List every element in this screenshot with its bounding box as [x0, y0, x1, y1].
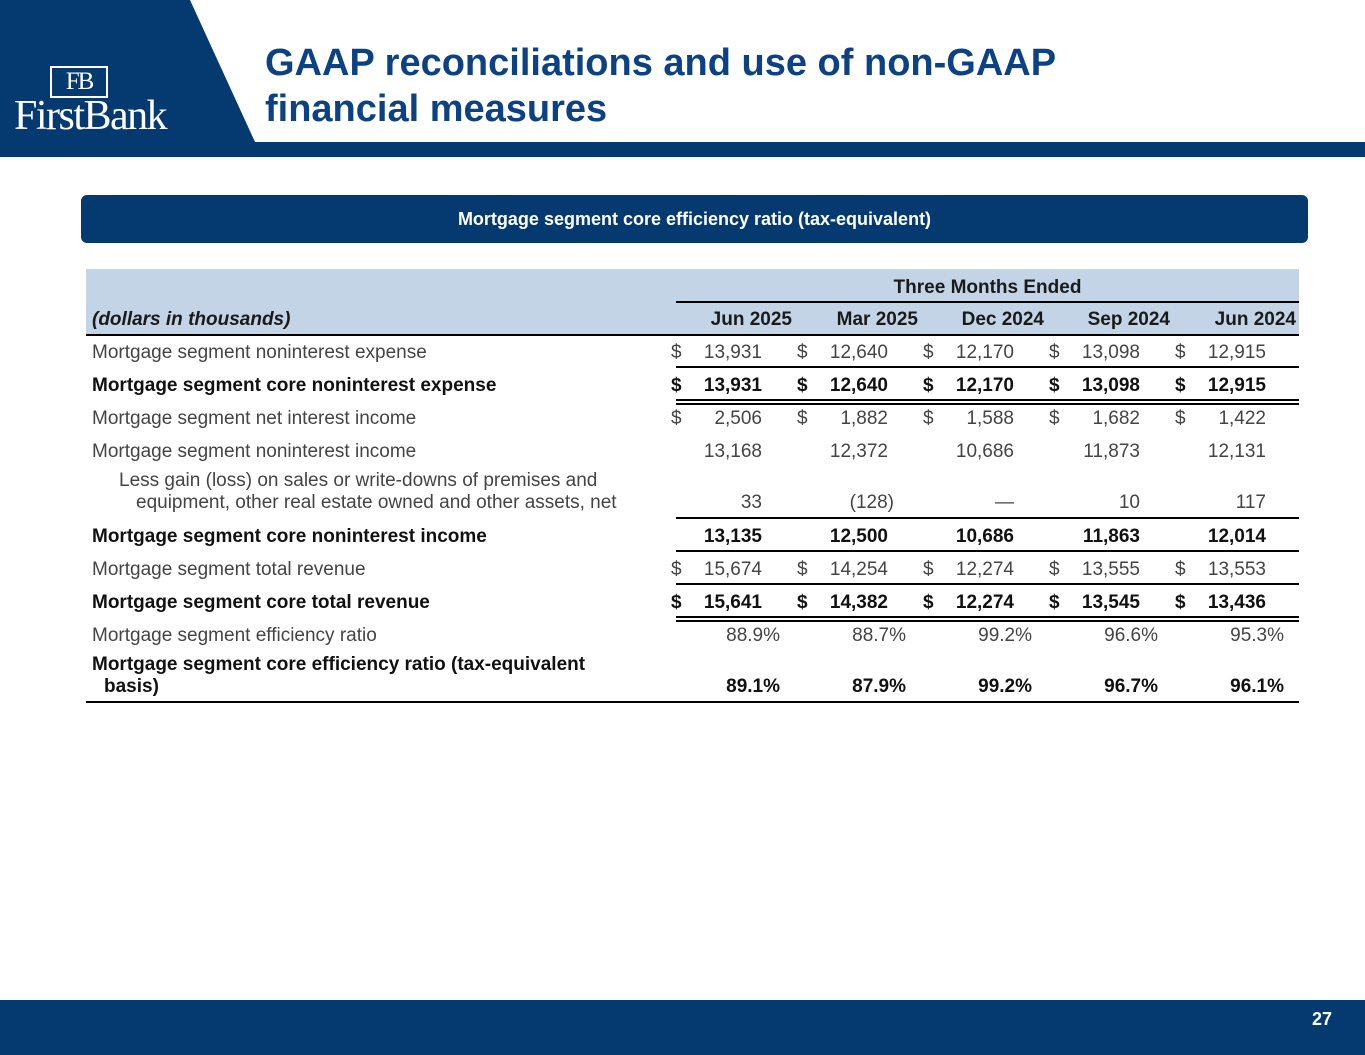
- table-row: [86, 368, 1299, 401]
- table-row: [86, 401, 1299, 434]
- row-label: Mortgage segment core noninterest expense: [92, 375, 497, 396]
- section-banner: Mortgage segment core efficiency ratio (tax-equivalent): [81, 195, 1308, 243]
- reconciliation-table: [86, 269, 1299, 703]
- cell-value: 12,274: [955, 559, 1014, 580]
- row-label: Mortgage segment core noninterest income: [92, 526, 487, 547]
- row-label-line: equipment, other real estate owned and other assets, net: [136, 492, 617, 513]
- currency-symbol: $: [671, 408, 682, 429]
- currency-symbol: $: [1175, 592, 1186, 613]
- currency-symbol: $: [797, 592, 808, 613]
- cell-value: 13,553: [1207, 559, 1266, 580]
- table-header: [86, 269, 1299, 335]
- currency-symbol: $: [671, 559, 682, 580]
- cell-value: 12,915: [1207, 375, 1266, 396]
- cell-value: 12,640: [829, 375, 888, 396]
- page-title: [265, 40, 1265, 132]
- cell-value: 12,372: [829, 441, 888, 462]
- cell-value: 99.2%: [978, 676, 1032, 697]
- cell-value: 10,686: [955, 441, 1014, 462]
- cell-value: 12,274: [955, 592, 1014, 613]
- table-row: [86, 434, 1299, 467]
- cell-value: 99.2%: [978, 625, 1032, 646]
- table-row: [86, 552, 1299, 585]
- currency-symbol: $: [671, 592, 682, 613]
- currency-symbol: $: [797, 559, 808, 580]
- row-label: Mortgage segment total revenue: [92, 559, 366, 580]
- firstbank-logo: [14, 64, 214, 139]
- row-label: [119, 470, 617, 514]
- cell-value: 13,098: [1081, 342, 1140, 363]
- cell-value: 13,545: [1081, 592, 1140, 613]
- cell-value: 12,014: [1207, 526, 1266, 547]
- currency-symbol: $: [797, 375, 808, 396]
- units-label: (dollars in thousands): [92, 309, 291, 330]
- row-rule: [86, 701, 1299, 703]
- row-label: [92, 654, 585, 698]
- currency-symbol: $: [923, 559, 934, 580]
- table-body: [86, 335, 1299, 703]
- row-label-line: Mortgage segment core efficiency ratio (tax-equivalent: [92, 654, 586, 675]
- column-header: Mar 2025: [836, 309, 918, 330]
- row-label: Mortgage segment net interest income: [92, 408, 417, 429]
- cell-value: 14,382: [829, 592, 888, 613]
- cell-value: 12,500: [829, 526, 888, 547]
- table-row: [86, 335, 1299, 368]
- cell-value: 12,915: [1207, 342, 1266, 363]
- cell-value: 88.9%: [726, 625, 780, 646]
- footer-bar: [0, 1000, 1365, 1055]
- cell-value: 96.1%: [1230, 676, 1284, 697]
- column-header: Sep 2024: [1087, 309, 1170, 330]
- cell-value: 1,682: [1092, 408, 1140, 429]
- row-label: Mortgage segment core total revenue: [92, 592, 430, 613]
- cell-value: 10,686: [955, 526, 1014, 547]
- cell-value: 11,863: [1082, 526, 1140, 547]
- currency-symbol: $: [1175, 342, 1186, 363]
- page-number: 27: [1311, 1009, 1332, 1029]
- cell-value: 96.6%: [1104, 625, 1158, 646]
- column-header: Jun 2024: [1214, 309, 1296, 330]
- cell-value: 89.1%: [726, 676, 780, 697]
- currency-symbol: $: [797, 342, 808, 363]
- cell-value: 13,436: [1207, 592, 1266, 613]
- column-header: Dec 2024: [961, 309, 1044, 330]
- cell-value: 1,588: [966, 408, 1014, 429]
- table-row: [86, 618, 1299, 651]
- cell-value: 14,254: [829, 559, 888, 580]
- currency-symbol: $: [923, 592, 934, 613]
- table-row: [86, 519, 1299, 552]
- cell-value: 13,135: [703, 526, 762, 547]
- currency-symbol: $: [1049, 592, 1060, 613]
- currency-symbol: $: [1049, 408, 1060, 429]
- cell-value: 13,555: [1081, 559, 1140, 580]
- cell-value: 15,641: [703, 592, 762, 613]
- row-label: Mortgage segment noninterest income: [92, 441, 417, 462]
- currency-symbol: $: [923, 408, 934, 429]
- column-header: Jun 2025: [710, 309, 792, 330]
- currency-symbol: $: [923, 375, 934, 396]
- row-label-line: Less gain (loss) on sales or write-downs of premises and: [119, 470, 598, 491]
- cell-value: 15,674: [703, 559, 762, 580]
- title-line-2: financial measures: [265, 88, 608, 130]
- table-row: [86, 467, 1299, 519]
- group-header: Three Months Ended: [676, 269, 1299, 303]
- logo-wordmark: FirstBank: [14, 93, 167, 139]
- cell-value: 96.7%: [1104, 676, 1158, 697]
- cell-value: 2,506: [714, 408, 762, 429]
- cell-value: 33: [740, 492, 762, 513]
- cell-value: —: [995, 492, 1014, 513]
- currency-symbol: $: [1175, 375, 1186, 396]
- currency-symbol: $: [1175, 559, 1186, 580]
- currency-symbol: $: [1175, 408, 1186, 429]
- row-label: Mortgage segment efficiency ratio: [92, 625, 377, 646]
- cell-value: 13,168: [703, 441, 762, 462]
- currency-symbol: $: [923, 342, 934, 363]
- cell-value: 1,882: [840, 408, 888, 429]
- row-label: Mortgage segment noninterest expense: [92, 342, 427, 363]
- cell-value: 117: [1235, 492, 1266, 513]
- currency-symbol: $: [797, 408, 808, 429]
- currency-symbol: $: [1049, 375, 1060, 396]
- currency-symbol: $: [1049, 559, 1060, 580]
- cell-value: 13,931: [703, 342, 762, 363]
- cell-value: 88.7%: [852, 625, 906, 646]
- cell-value: (128): [849, 492, 894, 513]
- logo-monogram: FB: [50, 66, 108, 98]
- table-row: [86, 585, 1299, 618]
- cell-value: 10: [1118, 492, 1140, 513]
- slide-header: [0, 0, 1365, 157]
- cell-value: 12,640: [829, 342, 888, 363]
- currency-symbol: $: [1049, 342, 1060, 363]
- currency-symbol: $: [671, 342, 682, 363]
- title-line-1: GAAP reconciliations and use of non-GAAP: [265, 42, 1057, 84]
- row-label-line: basis): [104, 676, 159, 697]
- currency-symbol: $: [671, 375, 682, 396]
- cell-value: 1,422: [1218, 408, 1266, 429]
- cell-value: 11,873: [1083, 441, 1140, 462]
- cell-value: 13,098: [1081, 375, 1140, 396]
- cell-value: 12,131: [1207, 441, 1266, 462]
- cell-value: 12,170: [955, 375, 1014, 396]
- cell-value: 12,170: [955, 342, 1014, 363]
- cell-value: 95.3%: [1230, 625, 1284, 646]
- cell-value: 13,931: [703, 375, 762, 396]
- table-row: [86, 651, 1299, 703]
- cell-value: 87.9%: [852, 676, 906, 697]
